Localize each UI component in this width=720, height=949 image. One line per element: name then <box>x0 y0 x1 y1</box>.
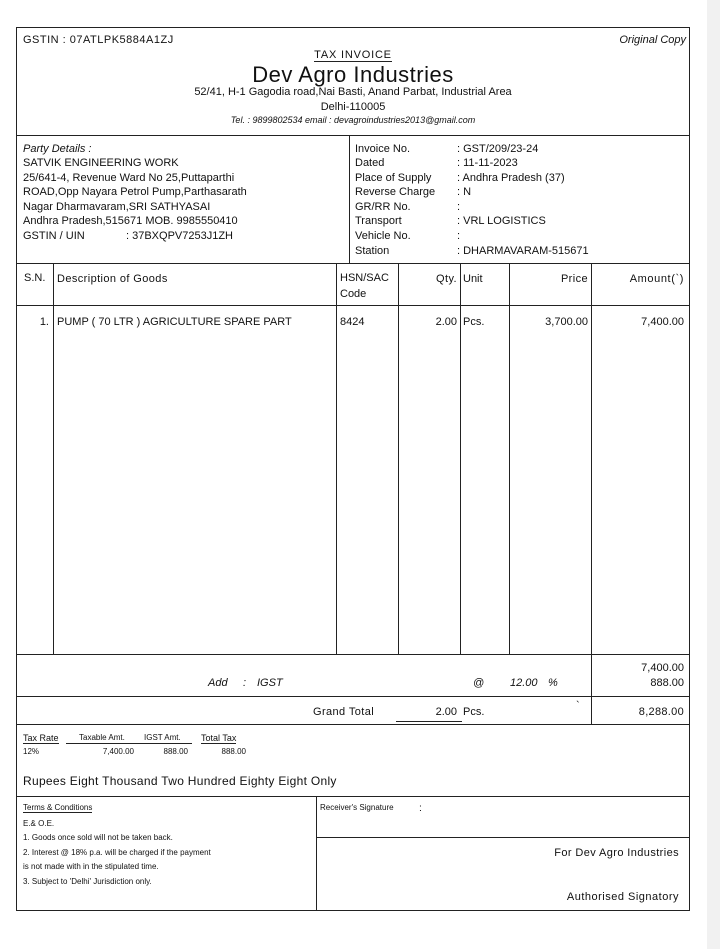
tax-colon: : <box>243 677 247 689</box>
party-gstin-value: : 37BXQPV7253J1ZH <box>126 230 234 242</box>
terms-heading: Terms & Conditions <box>23 803 93 812</box>
col-divider-hsn <box>398 263 399 654</box>
meta-value: : 11-11-2023 <box>457 157 518 169</box>
party-line: 25/641-4, Revenue Ward No 25,Puttaparthi <box>23 172 235 184</box>
tax-rate: 12.00 <box>510 677 538 689</box>
item-sn: 1. <box>39 316 49 328</box>
receiver-signature-label: Receiver's Signature <box>320 803 394 812</box>
items-header-bottom <box>16 305 690 306</box>
tax-summary-cell: 12% <box>23 747 40 756</box>
scrollbar-strip <box>707 0 720 949</box>
for-company-label: For Dev Agro Industries <box>554 847 679 859</box>
terms-line: E.& O.E. <box>23 819 55 828</box>
company-address-line2: Delhi-110005 <box>320 101 386 113</box>
items-body-bottom <box>16 654 690 655</box>
grand-total-unit: Pcs. <box>463 706 485 718</box>
words-bottom <box>16 796 690 797</box>
terms-line: 1. Goods once sold will not be taken back. <box>23 833 173 842</box>
col-header-price: Price <box>560 273 588 285</box>
tax-name: IGST <box>257 677 283 689</box>
col-divider-qty <box>460 263 461 654</box>
tax-summary-header: Tax Rate <box>23 733 59 743</box>
items-top-border <box>16 263 690 264</box>
meta-label: GR/RR No. <box>355 201 411 213</box>
tax-amount: 888.00 <box>650 677 684 689</box>
col-header-qty: Qty. <box>436 273 457 285</box>
terms-signature-divider <box>316 796 317 910</box>
meta-label: Reverse Charge <box>355 186 436 198</box>
tax-summary-cell: 7,400.00 <box>102 747 134 756</box>
grand-total-tick: ` <box>576 700 580 712</box>
frame-bottom <box>16 910 690 911</box>
header-divider <box>16 135 690 136</box>
tax-summary-header: Total Tax <box>201 733 237 743</box>
tax-at-symbol: @ <box>473 677 485 689</box>
meta-label: Vehicle No. <box>355 230 411 242</box>
col-header-sn: S.N. <box>24 272 46 284</box>
tax-add-label: Add <box>208 677 228 689</box>
meta-value: : DHARMAVARAM-515671 <box>457 245 589 257</box>
col-divider-sn <box>53 263 54 654</box>
tax-summary-cell: 888.00 <box>221 747 246 756</box>
tax-row-bottom <box>16 696 690 697</box>
item-price: 3,700.00 <box>545 316 588 328</box>
receiver-signature-colon: : <box>419 802 422 814</box>
tax-percent: % <box>548 677 558 689</box>
gstin-header: GSTIN : 07ATLPK5884A1ZJ <box>23 34 174 46</box>
subtotal-amount: 7,400.00 <box>641 662 684 674</box>
party-line: SATVIK ENGINEERING WORK <box>23 157 179 169</box>
item-qty: 2.00 <box>435 316 457 328</box>
grand-total-label: Grand Total <box>313 706 375 718</box>
tax-summary-cell: 888.00 <box>163 747 188 756</box>
item-amount: 7,400.00 <box>641 316 684 328</box>
col-header-amount: Amount(`) <box>629 273 684 285</box>
party-gstin-label: GSTIN / UIN <box>23 230 85 242</box>
terms-line: 3. Subject to 'Delhi' Jurisdiction only. <box>23 877 152 886</box>
item-hsn: 8424 <box>340 316 365 328</box>
company-contact: Tel. : 9899802534 email : devagroindustries2013@gmail.com <box>230 115 476 125</box>
party-meta-divider <box>349 135 350 263</box>
item-description: PUMP ( 70 LTR ) AGRICULTURE SPARE PART <box>57 316 292 328</box>
doc-title: TAX INVOICE <box>314 49 392 61</box>
meta-value: : <box>457 230 461 242</box>
grand-total-bottom <box>16 724 690 725</box>
item-unit: Pcs. <box>463 316 485 328</box>
authorised-signatory-label: Authorised Signatory <box>566 891 679 903</box>
grand-total-amount: 8,288.00 <box>638 706 684 718</box>
meta-label: Place of Supply <box>355 172 432 184</box>
amount-in-words: Rupees Eight Thousand Two Hundred Eighty Eight Only <box>23 774 337 788</box>
meta-value: : VRL LOGISTICS <box>457 215 546 227</box>
col-header-desc: Description of Goods <box>57 273 168 285</box>
meta-value: : N <box>457 186 472 198</box>
col-header-hsn-code: Code <box>340 288 367 300</box>
party-line: Nagar Dharmavaram,SRI SATHYASAI <box>23 201 211 213</box>
meta-value: : Andhra Pradesh (37) <box>457 172 565 184</box>
meta-value: : <box>457 201 461 213</box>
col-divider-price <box>591 263 592 725</box>
copy-label: Original Copy <box>619 34 686 46</box>
col-divider-desc <box>336 263 337 654</box>
meta-label: Invoice No. <box>355 143 411 155</box>
tax-summary-header-rule <box>66 743 192 744</box>
grand-qty-underline <box>396 721 462 722</box>
frame-right <box>689 27 690 911</box>
party-line: ROAD,Opp Nayara Petrol Pump,Parthasarath <box>23 186 247 198</box>
col-header-hsn: HSN/SAC <box>340 272 389 284</box>
tax-summary-header: IGST Amt. <box>144 733 181 742</box>
meta-label: Station <box>355 245 390 257</box>
company-name: Dev Agro Industries <box>252 62 454 87</box>
meta-value: : GST/209/23-24 <box>457 143 539 155</box>
company-address-line1: 52/41, H-1 Gagodia road,Nai Basti, Anand Parbat, Industrial Area <box>194 86 512 98</box>
receiver-bottom <box>316 837 690 838</box>
frame-top <box>16 27 690 28</box>
tax-summary-header: Taxable Amt. <box>79 733 125 742</box>
meta-label: Dated <box>355 157 385 169</box>
frame-left <box>16 27 17 911</box>
meta-label: Transport <box>355 215 402 227</box>
party-line: Andhra Pradesh,515671 MOB. 9985550410 <box>23 215 238 227</box>
party-heading: Party Details : <box>23 143 92 155</box>
col-header-unit: Unit <box>463 273 483 285</box>
terms-line: 2. Interest @ 18% p.a. will be charged if the payment <box>23 848 211 857</box>
grand-total-qty: 2.00 <box>435 706 457 718</box>
terms-line: is not made with in the stipulated time. <box>23 862 159 871</box>
